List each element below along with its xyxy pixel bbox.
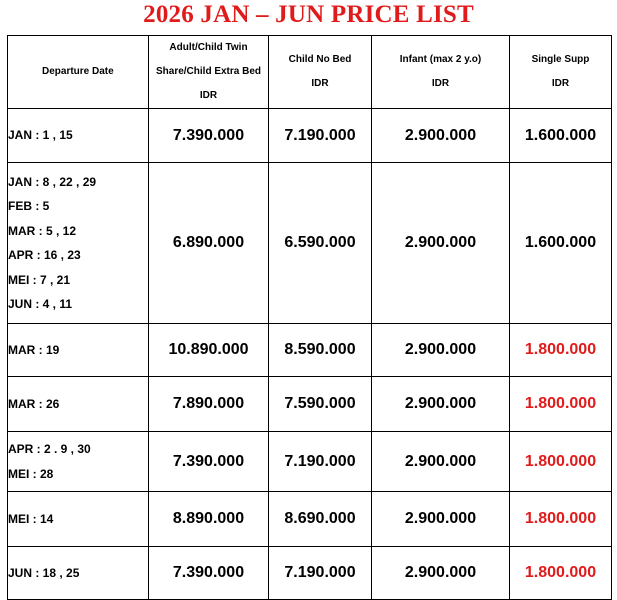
adult-price: 8.890.000 <box>149 492 269 547</box>
child-no-bed-price: 8.690.000 <box>269 492 372 547</box>
header-departure-date: Departure Date <box>8 36 149 109</box>
departure-date: APR : 2 . 9 , 30 <box>8 442 91 456</box>
single-supp-price: 1.800.000 <box>510 377 612 432</box>
header-adult-line-2: Share/Child Extra Bed <box>155 66 262 77</box>
single-supp-price: 1.600.000 <box>510 163 612 324</box>
adult-price: 7.390.000 <box>149 109 269 163</box>
adult-price: 7.890.000 <box>149 377 269 432</box>
header-single-supp <box>510 36 612 109</box>
header-infant <box>372 36 510 109</box>
departure-date: JAN : 1 , 15 <box>8 128 73 143</box>
single-supp-price: 1.800.000 <box>510 492 612 547</box>
header-infant-currency: IDR <box>431 78 450 89</box>
single-supp-price: 1.600.000 <box>510 109 612 163</box>
page-title: 2026 JAN – JUN PRICE LIST <box>143 1 474 28</box>
departure-dates-cell <box>8 324 149 377</box>
header-row <box>8 36 612 109</box>
table-row <box>8 109 612 163</box>
infant-price: 2.900.000 <box>372 109 510 163</box>
child-no-bed-price: 7.190.000 <box>269 547 372 600</box>
infant-price: 2.900.000 <box>372 377 510 432</box>
table-row <box>8 163 612 324</box>
infant-price: 2.900.000 <box>372 547 510 600</box>
departure-dates-cell <box>8 109 149 163</box>
adult-price: 7.390.000 <box>149 547 269 600</box>
departure-date: MAR : 5 , 12 <box>8 223 77 238</box>
adult-price: 7.390.000 <box>149 432 269 492</box>
child-no-bed-price: 7.590.000 <box>269 377 372 432</box>
infant-price: 2.900.000 <box>372 492 510 547</box>
price-table <box>7 35 612 600</box>
header-adult-line-1: Adult/Child Twin <box>169 42 248 53</box>
infant-price: 2.900.000 <box>372 432 510 492</box>
departure-date: APR : 16 , 23 <box>8 248 81 262</box>
header-adult <box>149 36 269 109</box>
table-row <box>8 324 612 377</box>
adult-price: 10.890.000 <box>149 324 269 377</box>
header-adult-currency: IDR <box>199 90 218 101</box>
child-no-bed-price: 6.590.000 <box>269 163 372 324</box>
departure-date: MEI : 7 , 21 <box>8 272 71 287</box>
departure-dates-cell <box>8 377 149 432</box>
single-supp-price: 1.800.000 <box>510 324 612 377</box>
table-row <box>8 492 612 547</box>
infant-price: 2.900.000 <box>372 324 510 377</box>
departure-date: MAR : 26 <box>8 396 60 411</box>
departure-date: JAN : 8 , 22 , 29 <box>8 174 97 189</box>
departure-dates-cell <box>8 492 149 547</box>
header-infant-label: Infant (max 2 y.o) <box>399 54 482 65</box>
departure-date: JUN : 18 , 25 <box>8 565 80 580</box>
child-no-bed-price: 7.190.000 <box>269 432 372 492</box>
departure-date: MAR : 19 <box>8 342 60 357</box>
child-no-bed-price: 7.190.000 <box>269 109 372 163</box>
single-supp-price: 1.800.000 <box>510 432 612 492</box>
departure-date: JUN : 4 , 11 <box>8 297 73 311</box>
departure-date: MEI : 14 <box>8 511 54 526</box>
single-supp-price: 1.800.000 <box>510 547 612 600</box>
departure-date: FEB : 5 <box>8 199 50 213</box>
header-single-supp-label: Single Supp <box>531 54 590 65</box>
adult-price: 6.890.000 <box>149 163 269 324</box>
header-single-supp-currency: IDR <box>551 78 570 89</box>
header-child-no-bed-label: Child No Bed <box>288 54 352 65</box>
infant-price: 2.900.000 <box>372 163 510 324</box>
header-child-no-bed-currency: IDR <box>311 78 329 89</box>
departure-date: MEI : 28 <box>8 466 54 481</box>
departure-dates-cell <box>8 432 149 492</box>
child-no-bed-price: 8.590.000 <box>269 324 372 377</box>
table-row <box>8 432 612 492</box>
table-row <box>8 547 612 600</box>
table-row <box>8 377 612 432</box>
header-child-no-bed <box>269 36 372 109</box>
departure-dates-cell <box>8 163 149 324</box>
departure-dates-cell <box>8 547 149 600</box>
